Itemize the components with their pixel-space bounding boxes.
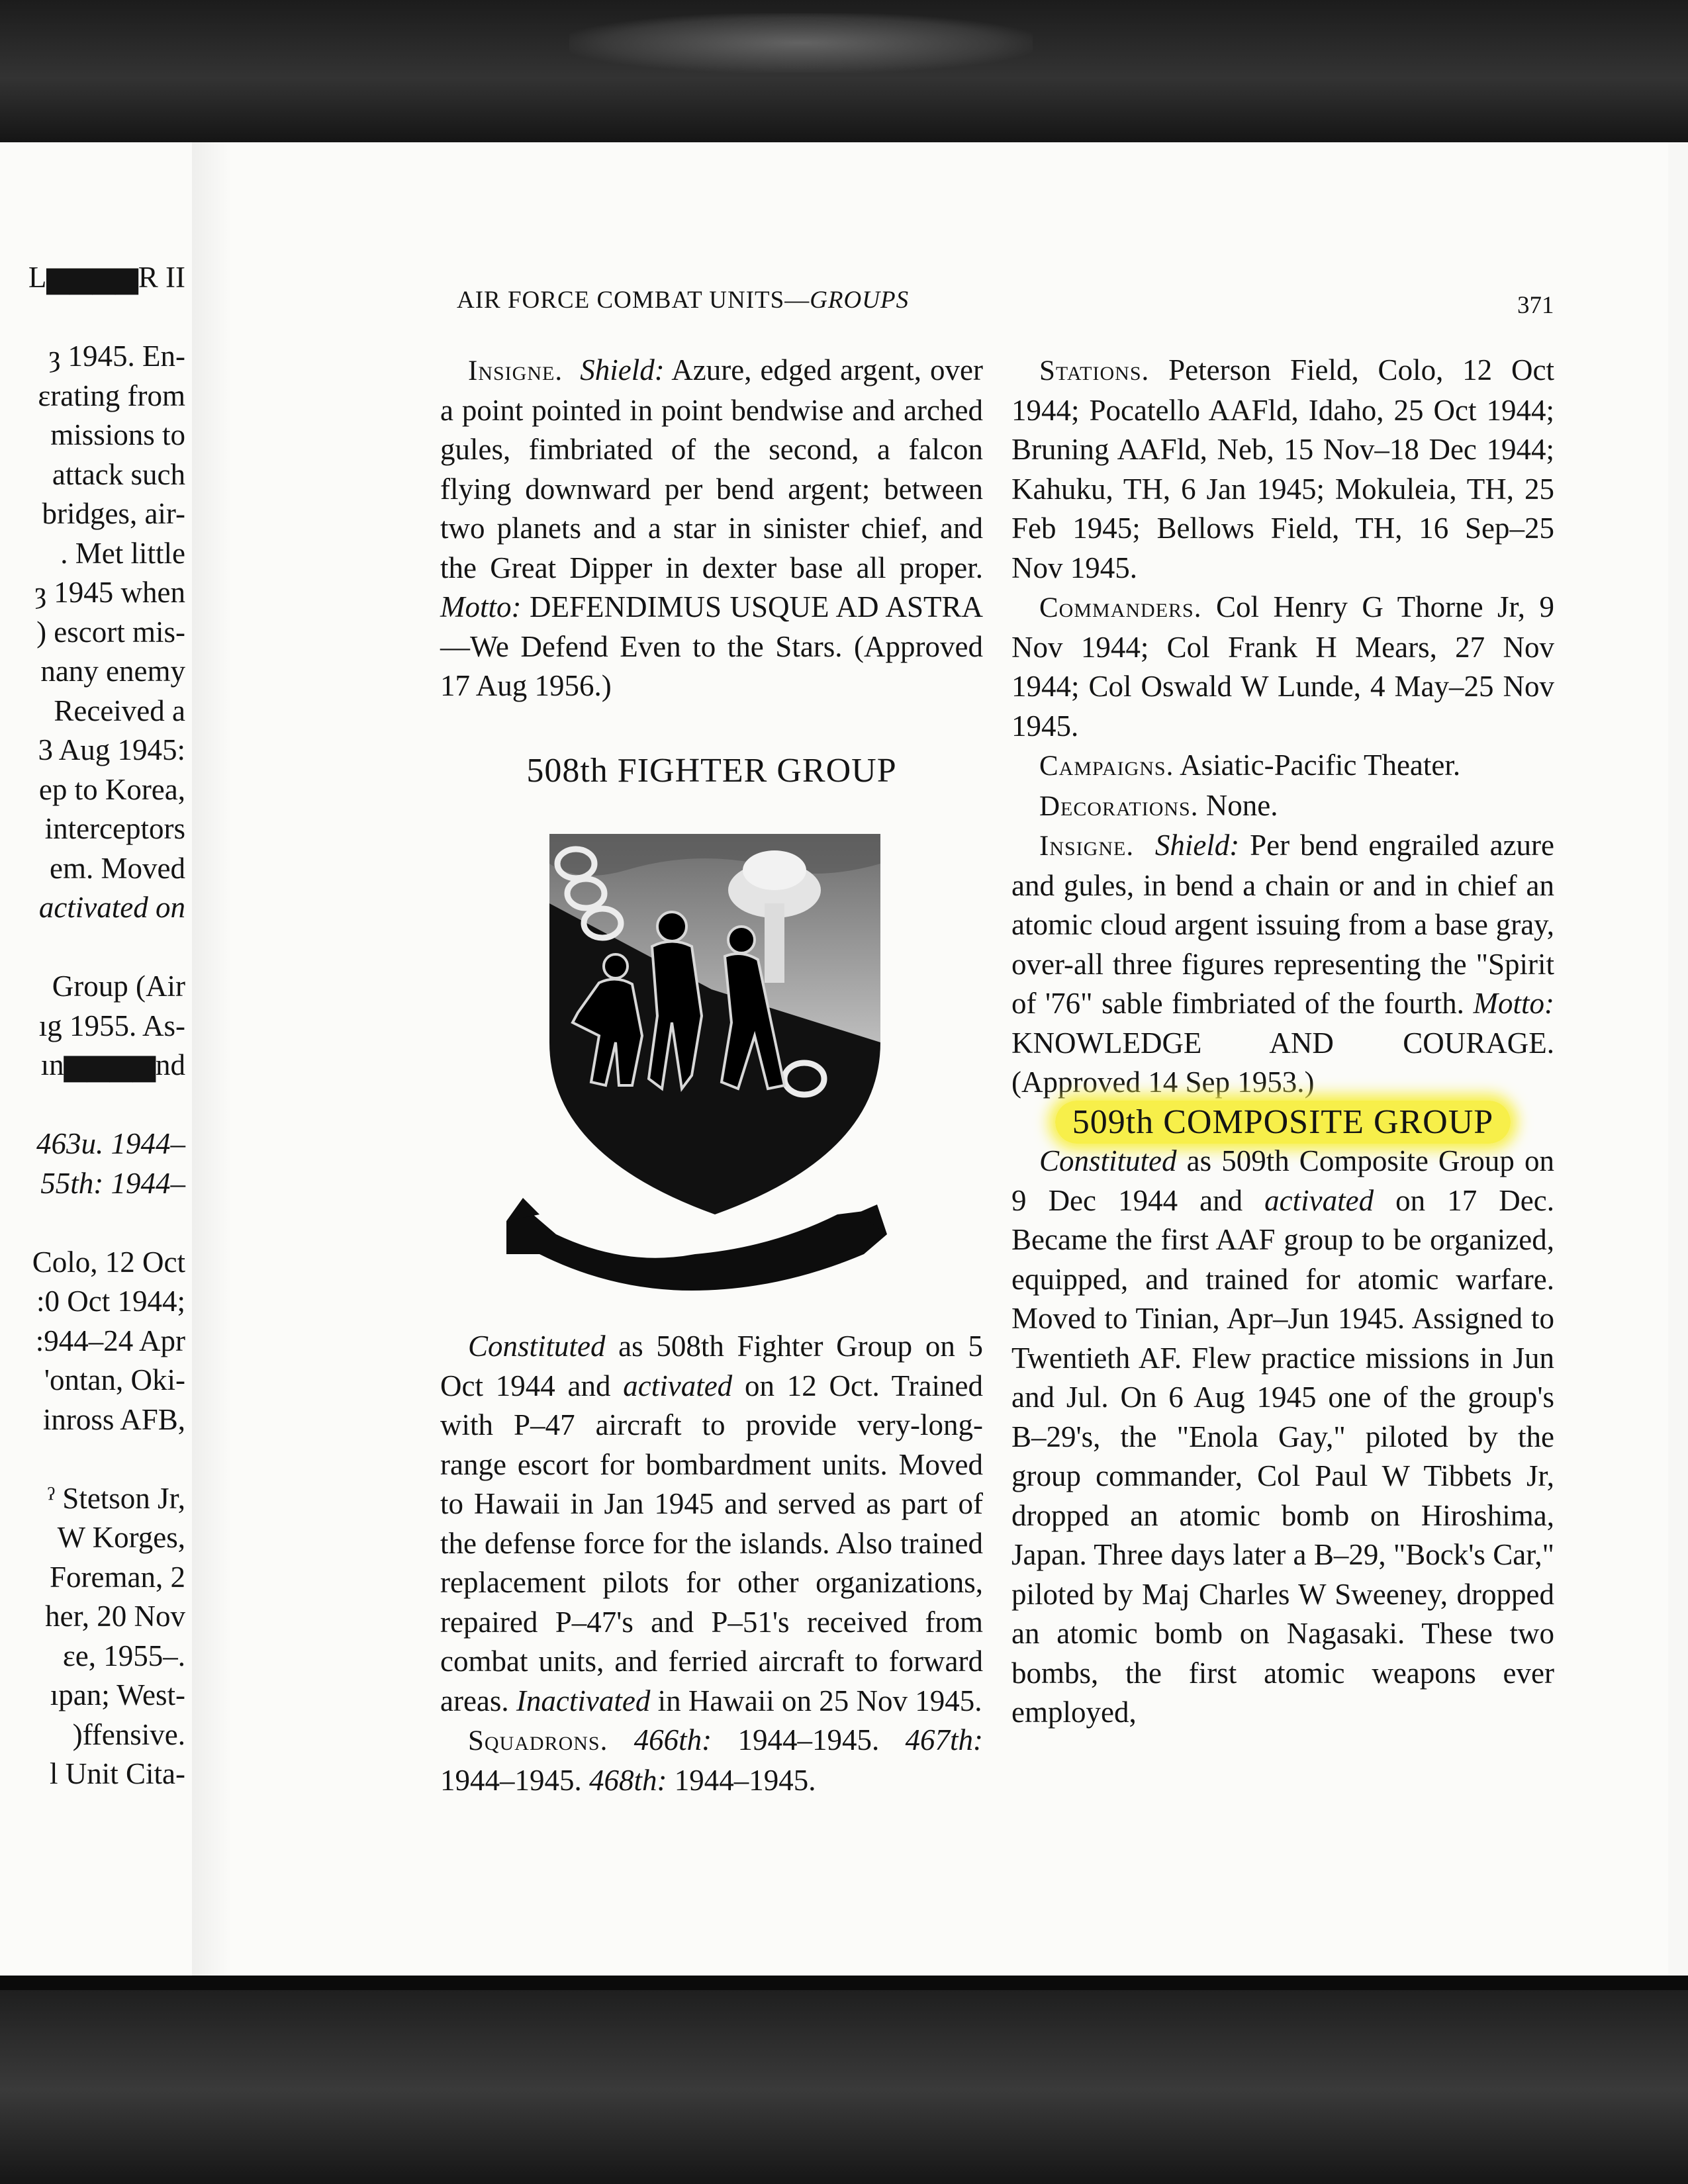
left-fragment-line: W Korges, — [57, 1521, 185, 1554]
left-fragment-line: 3 Aug 1945: — [38, 733, 185, 766]
left-fragment-line: em. Moved — [50, 851, 185, 885]
highlighted-heading: 509th COMPOSITE GROUP — [1055, 1101, 1511, 1144]
left-fragment-line: ȝ 1945. En- — [48, 340, 185, 373]
middle-column-lower — [440, 1327, 983, 1800]
left-fragment-line: ep to Korea, — [38, 772, 185, 806]
left-fragment-line: nany enemy — [40, 655, 185, 688]
page-number: 371 — [1517, 292, 1554, 319]
left-fragment-line: :0 Oct 1944; — [36, 1285, 185, 1318]
left-fragment-line — [20, 298, 185, 338]
left-fragment-line: Colo, 12 Oct — [32, 1245, 185, 1279]
left-fragment-line: Received a — [54, 694, 185, 727]
running-head: AIR FORCE COMBAT UNITS—GROUPS — [457, 287, 910, 314]
left-fragment-line: ) escort mis- — [36, 615, 185, 649]
509th-history-paragraph: Constituted as 509th Composite Group on 9 Dec 1944 and activated on 17 Dec. Became the first AAF group to be organized, equipped, and trained for atomic warfare. Moved to Tinian, Apr–Jun 1945. Assigned to Twentieth AF. Flew practice missions in Jun and Jul. On 6 Aug 1945 one of the group's B–29's, the "Enola Gay," piloted by the group commander, Col Paul W Tibbets Jr, dropped an atomic bomb on Hiroshima, Japan. Three days later a B–29, "Bock's Car," piloted by Maj Charles W Sweeney, dropped an atomic bomb on Nagasaki. These two bombs, the first atomic weapons ever employed, — [1011, 1144, 1554, 1729]
left-fragment-line: :944–24 Apr — [35, 1324, 185, 1357]
left-fragment-line: attack such — [52, 457, 185, 491]
right-column — [1011, 351, 1554, 1733]
left-fragment-line: 'ontan, Oki- — [44, 1363, 185, 1396]
left-fragment-line — [20, 1439, 185, 1479]
left-fragment-line: Group (Air — [52, 970, 185, 1003]
left-fragment-line: ˀ Stetson Jr, — [47, 1481, 185, 1515]
left-fragment-line: ɛe, 1955–. — [62, 1639, 185, 1672]
gutter-shadow — [192, 142, 232, 1976]
decorations-paragraph: Decorations. None. — [1039, 788, 1278, 822]
stations-paragraph: Stations. Peterson Field, Colo, 12 Oct 1944; Pocatello AAFld, Idaho, 25 Oct 1944; Bruning AAFld, Neb, 15 Nov–18 Dec 1944; Kahuku, TH, 6 Jan 1945; Mokuleia, TH, 25 Feb 1945; Bellows Field, TH, 16 Sep–25 Nov 1945. — [1011, 353, 1554, 584]
left-fragment-line: ıpan; West- — [50, 1678, 185, 1711]
scan-border-top — [0, 0, 1688, 142]
left-fragment-line: bridges, air- — [42, 497, 185, 530]
campaigns-paragraph: Campaigns. Asiatic-Pacific Theater. — [1039, 749, 1461, 782]
left-fragment-line: l Unit Cita- — [50, 1757, 185, 1790]
scan-border-bottom — [0, 1976, 1688, 2184]
heading-509th-composite-group — [1011, 1103, 1554, 1142]
heading-508th-fighter-group: 508th FIGHTER GROUP — [526, 752, 897, 790]
left-fragment-line: 463u. 1944– — [36, 1127, 185, 1160]
left-fragment-line: L▆▆▆▆R II — [28, 261, 185, 294]
508th-insignia-shield-emblem — [493, 824, 897, 1300]
508th-history-paragraph: Constituted as 508th Fighter Group on 5 Oct 1944 and activated on 12 Oct. Trained with P–47 aircraft to provide very-long-range escort for bombardment units. Moved to Hawaii in Jan 1945 and served as part of the defense force for the islands. Also trained replacement pilots for other organizations, repaired P–47's and P–51's received from combat units, and ferried aircraft to forward areas. Inactivated in Hawaii on 25 Nov 1945. — [440, 1330, 983, 1717]
left-fragment-line: missions to — [50, 418, 185, 451]
left-fragment-line: activated on — [38, 891, 185, 924]
left-fragment-line: ın▆▆▆▆nd — [40, 1048, 185, 1081]
left-fragment-line — [20, 1085, 185, 1125]
left-fragment-line: . Met little — [60, 536, 185, 570]
insigne-paragraph-507: Insigne. Shield: Azure, edged argent, over a point pointed in point bendwise and arched gules, fimbriated of the second, a falcon flying downward per bend argent; between two planets and a star in sinister chief, and the Great Dipper in dexter base all proper. Motto: DEFENDIMUS USQUE AD ASTRA—We Defend Even to the Stars. (Approved 17 Aug 1956.) — [440, 353, 983, 702]
left-fragment-line: )ffensive. — [72, 1717, 185, 1751]
left-fragment-line — [20, 928, 185, 968]
left-fragment-line: ɛrating from — [38, 379, 185, 412]
left-fragment-line — [20, 1203, 185, 1243]
508th-squadrons-paragraph: Squadrons. 466th: 1944–1945. 467th: 1944–1945. 468th: 1944–1945. — [440, 1723, 983, 1797]
left-fragment-line: interceptors — [44, 812, 185, 845]
left-page-fragment — [20, 258, 185, 1794]
left-fragment-line: her, 20 Nov — [45, 1600, 185, 1633]
insigne-paragraph-508: Insigne. Shield: Per bend engrailed azure and gules, in bend a chain or and in chief an atomic cloud argent issuing from a base gray, over-all three figures representing the "Spirit of '76" sable fimbriated of the fourth. Motto: KNOWLEDGE AND COURAGE. (Approved 14 Sep 1953.) — [1011, 829, 1555, 1099]
left-fragment-line: ȝ 1945 when — [34, 576, 185, 609]
commanders-paragraph: Commanders. Col Henry G Thorne Jr, 9 Nov 1944; Col Frank H Mears, 27 Nov 1944; Col Oswald W Lunde, 4 May–25 Nov 1945. — [1011, 590, 1554, 743]
left-fragment-line: 55th: 1944– — [40, 1166, 185, 1200]
left-fragment-line: Foreman, 2 — [50, 1560, 185, 1594]
left-fragment-line: inross AFB, — [42, 1402, 185, 1436]
left-fragment-line: ıg 1955. As- — [38, 1009, 185, 1042]
middle-column-upper — [440, 351, 983, 706]
